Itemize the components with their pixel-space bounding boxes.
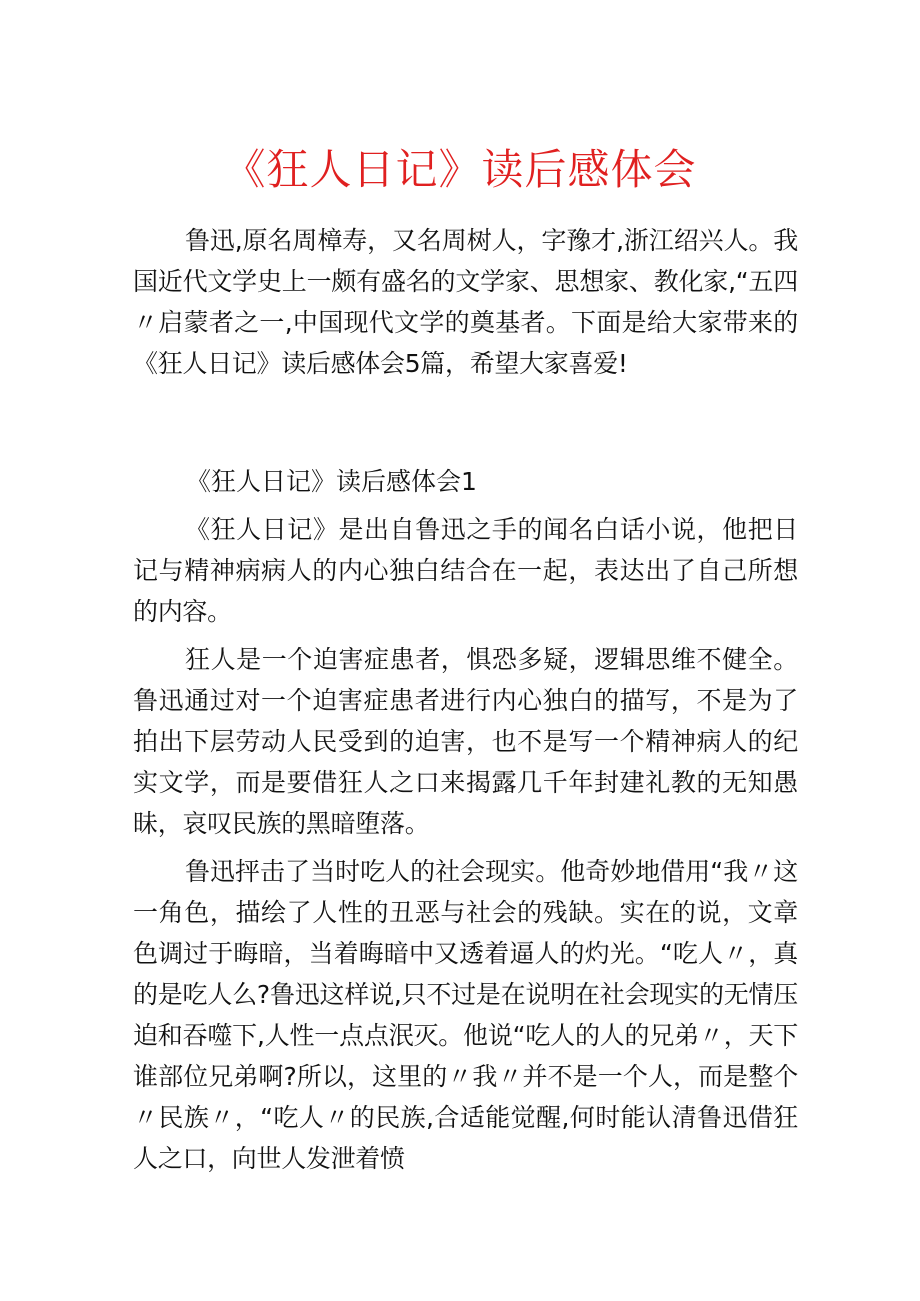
document-title: 《狂人日记》读后感体会 xyxy=(223,145,697,194)
section-heading: 《狂人日记》读后感体会1 xyxy=(186,467,477,496)
intro-block xyxy=(133,220,798,384)
section-body xyxy=(133,509,798,1179)
body-paragraph-3: 鲁迅抨击了当时吃人的社会现实。他奇妙地借用“我〃这一角色，描绘了人性的丑恶与社会的残缺。实在的说，文章色调过于晦暗，当着晦暗中又透着逼人的灼光。“吃人〃，真的是吃人么?鲁迅这样说,只不过是在说明在社会现实的无情压迫和吞噬下,人性一点点泯灭。他说“吃人的人的兄弟〃，天下谁部位兄弟啊?所以，这里的〃我〃并不是一个人，而是整个〃民族〃，“吃人〃的民族,合适能觉醒,何时能认清鲁迅借狂人之口，向世人发泄着愤 xyxy=(133,857,798,1173)
body-paragraph-1: 《狂人日记》是出自鲁迅之手的闻名白话小说，他把日记与精神病病人的内心独白结合在一起，表达出了自己所想的内容。 xyxy=(133,515,798,626)
intro-paragraph: 鲁迅,原名周樟寿，又名周树人，字豫才,浙江绍兴人。我国近代文学史上一颇有盛名的文学家、思想家、教化家,“五四〃启蒙者之一,中国现代文学的奠基者。下面是给大家带来的《狂人日记》读后感体会5篇，希望大家喜爱! xyxy=(133,226,798,378)
body-paragraph-2: 狂人是一个迫害症患者，惧恐多疑，逻辑思维不健全。鲁迅通过对一个迫害症患者进行内心独白的描写，不是为了拍出下层劳动人民受到的迫害，也不是写一个精神病人的纪实文学，而是要借狂人之口来揭露几千年封建礼教的无知愚昧，哀叹民族的黑暗堕落。 xyxy=(133,645,798,838)
